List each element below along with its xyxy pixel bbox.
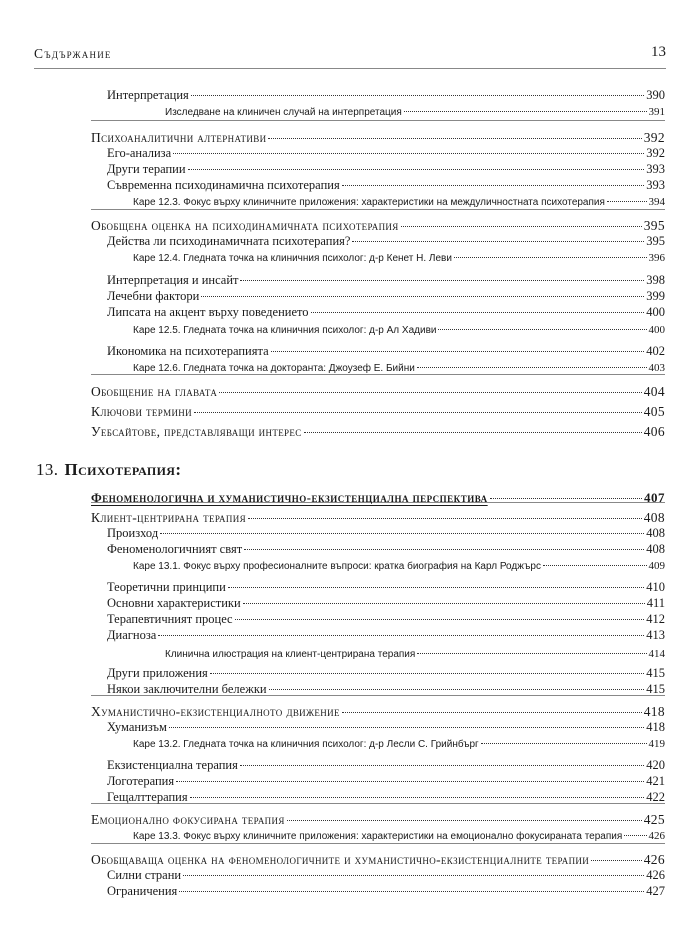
toc-entry-label: Интерпретация xyxy=(107,88,189,102)
toc-entry-page: 408 xyxy=(646,542,665,556)
toc-subsection-entry[interactable] xyxy=(107,526,665,541)
toc-entry-page: 400 xyxy=(646,305,665,319)
dot-leader xyxy=(417,367,647,368)
dot-leader xyxy=(244,549,644,550)
toc-subsection-entry[interactable] xyxy=(107,884,665,899)
toc-entry-label: Каре 12.6. Гледната точка на докторанта: Джоузеф Е. Бийни xyxy=(133,363,415,374)
dot-leader xyxy=(176,781,644,782)
toc-entry-page: 426 xyxy=(643,852,665,867)
toc-section-entry[interactable] xyxy=(91,404,665,420)
toc-subsection-entry[interactable] xyxy=(107,273,665,288)
chapter-title: Психотерапия: xyxy=(64,460,182,479)
toc-section-entry[interactable] xyxy=(91,812,665,828)
toc-entry-page: 420 xyxy=(646,758,665,772)
toc-entry-page: 399 xyxy=(646,289,665,303)
toc-box-entry[interactable] xyxy=(133,362,665,374)
toc-subsection-entry[interactable] xyxy=(107,542,665,557)
toc-entry-label: Каре 12.4. Гледната точка на клиничния психолог: д-р Кенет Н. Леви xyxy=(133,253,452,264)
page-number: 13 xyxy=(651,44,666,60)
toc-entry-label: Обобщаваща оценка на феноменологичните и хуманистично-екзистенциалните терапии xyxy=(91,852,590,867)
toc-subsection-entry[interactable] xyxy=(107,234,665,249)
toc-subsection-entry[interactable] xyxy=(107,580,665,595)
toc-entry-label: Гещалттерапия xyxy=(107,790,188,804)
dot-leader xyxy=(268,138,641,139)
dot-leader xyxy=(607,201,647,202)
toc-entry-label: Основни характеристики xyxy=(107,596,241,610)
toc-entry-page: 419 xyxy=(648,738,665,750)
toc-entry-page: 427 xyxy=(646,884,665,898)
dot-leader xyxy=(240,280,644,281)
toc-box-entry[interactable] xyxy=(165,648,665,660)
toc-subsection-entry[interactable] xyxy=(107,758,665,773)
dot-leader xyxy=(243,603,645,604)
toc-entry-page: 415 xyxy=(646,682,665,696)
toc-entry-page: 395 xyxy=(646,234,665,248)
toc-entry-page: 410 xyxy=(646,580,665,594)
toc-entry-page: 404 xyxy=(643,384,665,399)
dot-leader xyxy=(401,226,642,227)
toc-entry-page: 403 xyxy=(648,362,665,374)
toc-entry-page: 396 xyxy=(648,252,665,264)
toc-subsection-entry[interactable] xyxy=(107,596,665,611)
toc-entry-page: 422 xyxy=(646,790,665,804)
toc-box-entry[interactable] xyxy=(133,560,665,572)
toc-entry-label: Действа ли психодинамичната психотерапия? xyxy=(107,234,351,248)
dot-leader xyxy=(188,169,645,170)
toc-entry-label: Интерпретация и инсайт xyxy=(107,273,239,287)
dot-leader xyxy=(173,153,644,154)
section-separator xyxy=(91,843,665,844)
section-separator xyxy=(91,374,665,375)
toc-entry-page: 402 xyxy=(646,344,665,358)
toc-entry-page: 407 xyxy=(644,490,665,505)
toc-subsection-entry[interactable] xyxy=(107,344,665,359)
dot-leader xyxy=(438,329,646,330)
toc-subsection-entry[interactable] xyxy=(107,868,665,883)
toc-entry-label: Ограничения xyxy=(107,884,178,898)
toc-section-entry[interactable] xyxy=(91,424,665,440)
toc-entry-page: 395 xyxy=(643,218,665,233)
toc-entry-page: 406 xyxy=(643,424,665,439)
dot-leader xyxy=(183,875,644,876)
dot-leader xyxy=(219,392,642,393)
dot-leader xyxy=(269,689,645,690)
toc-entry-page: 393 xyxy=(646,178,665,192)
toc-section-entry[interactable] xyxy=(91,704,665,720)
running-title: Съдържание xyxy=(34,46,112,61)
toc-entry-page: 405 xyxy=(643,404,665,419)
toc-entry-page: 390 xyxy=(646,88,665,102)
toc-subsection-entry[interactable] xyxy=(107,88,665,103)
dot-leader xyxy=(240,765,644,766)
toc-entry-label: Терапевтичният процес xyxy=(107,612,233,626)
toc-subsection-entry[interactable] xyxy=(107,666,665,681)
toc-entry-page: 393 xyxy=(646,162,665,176)
toc-entry-label: Изследване на клиничен случай на интерпретация xyxy=(165,107,402,118)
toc-entry-page: 425 xyxy=(643,812,665,827)
toc-entry-label: Каре 13.3. Фокус върху клиничните приложения: характеристики на емоционално фокусираната терапия xyxy=(133,831,623,842)
dot-leader xyxy=(342,712,642,713)
toc-entry-label: Каре 13.2. Гледната точка на клиничния психолог: д-р Лесли С. Грийнбърг xyxy=(133,739,479,750)
dot-leader xyxy=(404,111,647,112)
toc-entry-page: 400 xyxy=(648,324,665,336)
toc-subsection-entry[interactable] xyxy=(107,774,665,789)
toc-entry-page: 421 xyxy=(646,774,665,788)
toc-box-entry[interactable] xyxy=(133,738,665,750)
toc-section-entry[interactable] xyxy=(91,384,665,400)
toc-section-entry[interactable] xyxy=(91,852,665,868)
toc-box-entry[interactable] xyxy=(133,196,665,208)
toc-subsection-entry[interactable] xyxy=(107,162,665,177)
toc-section-entry[interactable] xyxy=(91,130,665,146)
chapter-subtitle-entry[interactable] xyxy=(91,490,665,506)
toc-entry-label: Екзистенциална терапия xyxy=(107,758,238,772)
toc-subsection-entry[interactable] xyxy=(107,790,665,805)
toc-entry-label: Каре 13.1. Фокус върху професионалните въпроси: кратка биография на Карл Роджърс xyxy=(133,561,541,572)
dot-leader xyxy=(490,498,642,499)
toc-entry-label: Его-анализа xyxy=(107,146,172,160)
dot-leader xyxy=(201,296,644,297)
toc-entry-page: 392 xyxy=(646,146,665,160)
toc-section-entry[interactable] xyxy=(91,218,665,234)
dot-leader xyxy=(194,412,642,413)
toc-entry-label: Логотерапия xyxy=(107,774,175,788)
toc-entry-page: 418 xyxy=(646,720,665,734)
dot-leader xyxy=(160,533,644,534)
toc-entry-page: 411 xyxy=(646,596,665,610)
toc-entry-label: Липсата на акцент върху поведението xyxy=(107,305,309,319)
dot-leader xyxy=(158,635,644,636)
dot-leader xyxy=(304,432,642,433)
toc-entry-label: Уебсайтове, представляващи интерес xyxy=(91,424,302,439)
dot-leader xyxy=(191,95,644,96)
dot-leader xyxy=(179,891,644,892)
toc-subsection-entry[interactable] xyxy=(107,178,665,193)
toc-entry-label: Обобщена оценка на психодинамичната психотерапия xyxy=(91,218,399,233)
toc-subsection-entry[interactable] xyxy=(107,612,665,627)
toc-entry-page: 413 xyxy=(646,628,665,642)
toc-entry-label: Силни страни xyxy=(107,868,182,882)
toc-section-entry[interactable] xyxy=(91,510,665,526)
dot-leader xyxy=(235,619,645,620)
toc-entry-label: Хуманистично-екзистенциалното движение xyxy=(91,704,340,719)
toc-entry-page: 409 xyxy=(648,560,665,572)
dot-leader xyxy=(248,518,642,519)
dot-leader xyxy=(352,241,644,242)
toc-entry-label: Диагноза xyxy=(107,628,157,642)
toc-entry-page: 392 xyxy=(643,130,665,145)
dot-leader xyxy=(342,185,645,186)
dot-leader xyxy=(228,587,644,588)
dot-leader xyxy=(190,797,645,798)
dot-leader xyxy=(287,820,642,821)
chapter-number: 13. xyxy=(36,460,59,479)
toc-box-entry[interactable] xyxy=(133,830,665,842)
toc-entry-label: Клинична илюстрация на клиент-центрирана терапия xyxy=(165,649,416,660)
page-header xyxy=(34,44,666,66)
toc-box-entry[interactable] xyxy=(133,324,665,336)
toc-entry-page: 418 xyxy=(643,704,665,719)
toc-entry-label: Съвременна психодинамична психотерапия xyxy=(107,178,340,192)
toc-subsection-entry[interactable] xyxy=(107,289,665,304)
toc-entry-page: 426 xyxy=(648,830,665,842)
toc-entry-label: Хуманизъм xyxy=(107,720,167,734)
toc-entry-label: Емоционално фокусирана терапия xyxy=(91,812,285,827)
toc-entry-page: 408 xyxy=(646,526,665,540)
toc-entry-page: 408 xyxy=(643,510,665,525)
dot-leader xyxy=(481,743,647,744)
toc-entry-label: Психоаналитични алтернативи xyxy=(91,130,267,145)
toc-entry-label: Феноменологична и хуманистично-екзистенциална перспектива xyxy=(91,491,488,505)
toc-entry-label: Някои заключителни бележки xyxy=(107,682,267,696)
toc-entry-page: 391 xyxy=(648,106,665,118)
toc-subsection-entry[interactable] xyxy=(107,682,665,697)
dot-leader xyxy=(210,673,644,674)
header-rule xyxy=(34,68,666,69)
toc-entry-page: 414 xyxy=(648,648,665,660)
toc-subsection-entry[interactable] xyxy=(107,146,665,161)
toc-entry-label: Обобщение на главата xyxy=(91,384,218,399)
toc-entry-label: Други терапии xyxy=(107,162,186,176)
toc-entry-label: Теоретични принципи xyxy=(107,580,226,594)
dot-leader xyxy=(591,860,642,861)
toc-entry-label: Ключови термини xyxy=(91,404,192,419)
toc-entry-label: Клиент-центрирана терапия xyxy=(91,510,246,525)
dot-leader xyxy=(271,351,645,352)
toc-entry-label: Каре 12.3. Фокус върху клиничните приложения: характеристики на междуличностната психотерапия xyxy=(133,197,605,208)
toc-entry-label: Произход xyxy=(107,526,159,540)
toc-box-entry[interactable] xyxy=(165,106,665,118)
dot-leader xyxy=(543,565,647,566)
toc-entry-label: Феноменологичният свят xyxy=(107,542,243,556)
toc-entry-label: Каре 12.5. Гледната точка на клиничния психолог: д-р Ал Хадиви xyxy=(133,325,437,336)
toc-entry-page: 415 xyxy=(646,666,665,680)
toc-entry-page: 394 xyxy=(648,196,665,208)
toc-subsection-entry[interactable] xyxy=(107,720,665,735)
section-separator xyxy=(91,120,665,121)
toc-entry-label: Други приложения xyxy=(107,666,208,680)
toc-subsection-entry[interactable] xyxy=(107,305,665,320)
toc-subsection-entry[interactable] xyxy=(107,628,665,643)
dot-leader xyxy=(624,835,646,836)
dot-leader xyxy=(417,653,646,654)
toc-entry-label: Икономика на психотерапията xyxy=(107,344,269,358)
chapter-heading xyxy=(36,460,181,480)
dot-leader xyxy=(169,727,644,728)
toc-box-entry[interactable] xyxy=(133,252,665,264)
toc-entry-page: 398 xyxy=(646,273,665,287)
toc-entry-page: 426 xyxy=(646,868,665,882)
dot-leader xyxy=(311,312,645,313)
section-separator xyxy=(91,209,665,210)
dot-leader xyxy=(454,257,647,258)
toc-entry-page: 412 xyxy=(646,612,665,626)
toc-entry-label: Лечебни фактори xyxy=(107,289,200,303)
